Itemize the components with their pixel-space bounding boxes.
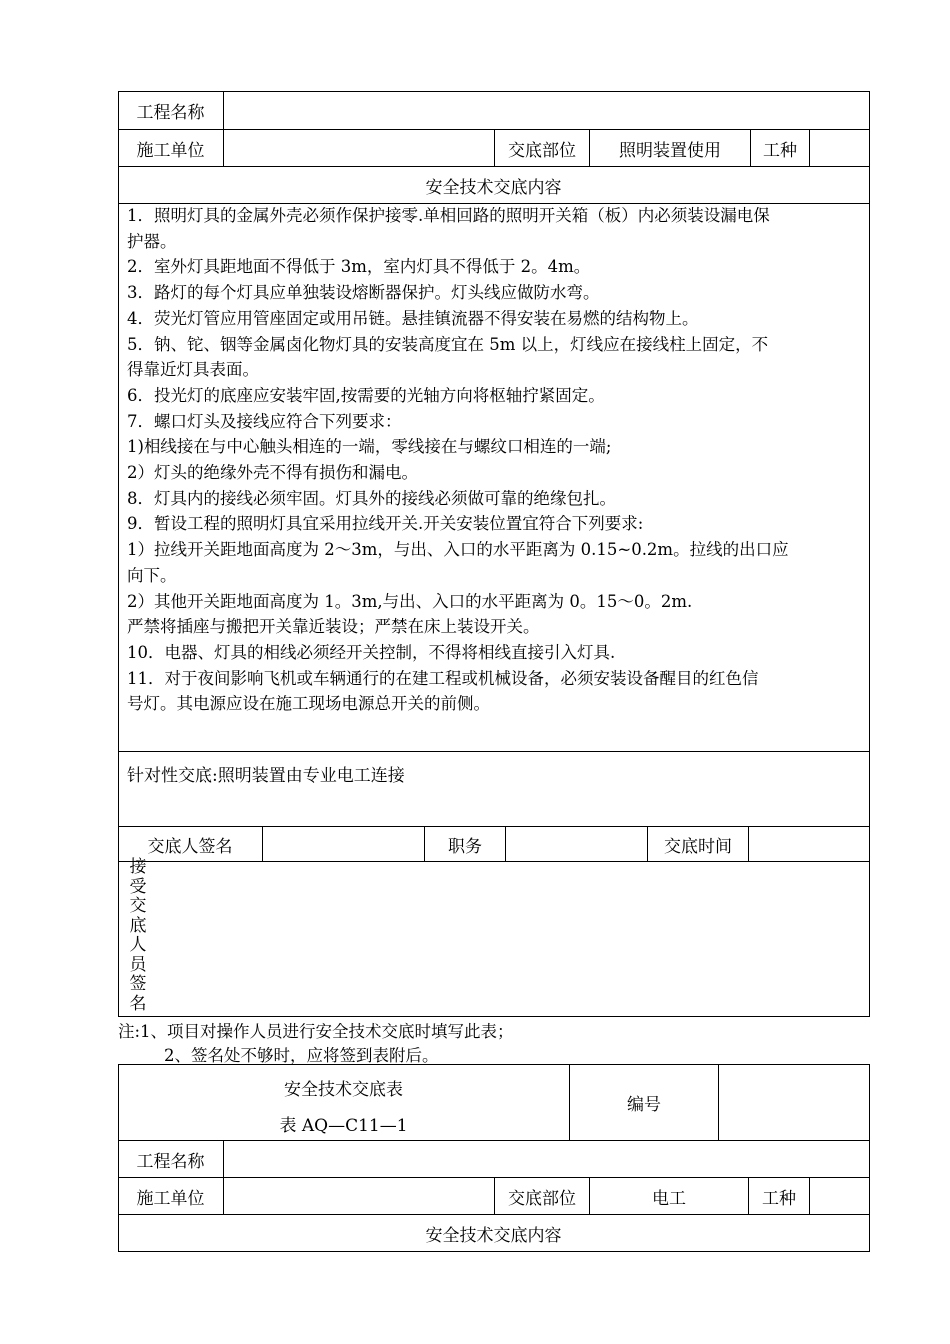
- content-line: 1．照明灯具的金属外壳必须作保护接零.单相回路的照明开关箱（板）内必须装设漏电保: [127, 206, 770, 225]
- receiver-sign-char: 受: [129, 876, 147, 897]
- note-line-1: 注:1、项目对操作人员进行安全技术交底时填写此表；: [118, 1022, 514, 1041]
- content-line: 10．电器、灯具的相线必须经开关控制，不得将相线直接引入灯具.: [127, 642, 616, 662]
- receiver-sign-area[interactable]: [160, 863, 868, 1015]
- trade-field[interactable]: [810, 130, 869, 166]
- content-line: 7．螺口灯头及接线应符合下列要求：: [127, 411, 402, 431]
- content-line: 5．钠、铊、铟等金属卤化物灯具的安装高度宜在 5m 以上，灯线应在接线柱上固定，不: [127, 334, 769, 354]
- content-line: 严禁将插座与搬把开关靠近装设；严禁在床上装设开关。: [127, 617, 540, 637]
- content-line: 3．路灯的每个灯具应单独装设熔断器保护。灯头线应做防水弯。: [127, 283, 600, 303]
- project-name-field[interactable]: [224, 92, 869, 129]
- briefer-sign-field[interactable]: [263, 827, 424, 861]
- receiver-sign-label: [128, 858, 148, 1014]
- project-name-field-2[interactable]: [224, 1141, 869, 1177]
- construction-unit-field-2[interactable]: [224, 1178, 494, 1214]
- content-title: 安全技术交底内容: [425, 177, 562, 198]
- location-value-2: 电工: [652, 1188, 686, 1209]
- trade-label-2: 工种: [762, 1188, 796, 1209]
- content-line: 11．对于夜间影响飞机或车辆通行的在建工程或机械设备，必须安装设备醒目的红色信: [127, 668, 759, 688]
- brief-time-field[interactable]: [749, 827, 869, 861]
- position-label: 职务: [448, 836, 482, 857]
- content-line: 1）拉线开关距地面高度为 2～3m，与出、入口的水平距离为 0.15~0.2m。拉线的出口应: [127, 540, 789, 560]
- content-line: 1)相线接在与中心触头相连的一端，零线接在与螺纹口相连的一端;: [127, 437, 612, 457]
- content-title-2: 安全技术交底内容: [425, 1225, 562, 1246]
- trade-label: 工种: [763, 140, 797, 161]
- form2-title: 安全技术交底表: [284, 1079, 403, 1100]
- content-line: 2）灯头的绝缘外壳不得有损伤和漏电。: [127, 463, 418, 483]
- content-line: 8．灯具内的接线必须牢固。灯具外的接线必须做可靠的绝缘包扎。: [127, 488, 616, 508]
- content-line: 护器。: [127, 231, 177, 251]
- construction-unit-label-2: 施工单位: [136, 1188, 205, 1209]
- number-label: 编号: [627, 1095, 661, 1115]
- trade-field-2[interactable]: [810, 1178, 869, 1214]
- briefer-sign-label: 交底人签名: [147, 836, 233, 857]
- content-line: 得靠近灯具表面。: [127, 360, 259, 380]
- project-name-label-2: 工程名称: [136, 1151, 205, 1172]
- note-line-2: 2、签名处不够时，应将签到表附后。: [164, 1046, 439, 1065]
- content-line: 2）其他开关距地面高度为 1。3m,与出、入口的水平距离为 0。15～0。2m.: [127, 591, 693, 611]
- project-name-label: 工程名称: [136, 103, 205, 123]
- receiver-sign-char: 员: [129, 954, 147, 975]
- content-line: 2．室外灯具距地面不得低于 3m，室内灯具不得低于 2。4m。: [127, 257, 591, 277]
- receiver-sign-char: 名: [129, 993, 147, 1014]
- construction-unit-field[interactable]: [224, 130, 494, 166]
- form2-code: 表 AQ—C11—1: [279, 1115, 408, 1136]
- content-line: 4．荧光灯管应用管座固定或用吊链。悬挂镇流器不得安装在易燃的结构物上。: [127, 308, 699, 328]
- number-field[interactable]: [719, 1065, 869, 1140]
- content-body: [127, 203, 863, 717]
- position-field[interactable]: [506, 827, 647, 861]
- content-line: 向下。: [127, 565, 177, 585]
- receiver-sign-char: 人: [129, 935, 147, 955]
- brief-time-label: 交底时间: [664, 836, 732, 857]
- receiver-sign-char: 接: [129, 857, 147, 877]
- content-line: 6．投光灯的底座应安装牢固,按需要的光轴方向将枢轴拧紧固定。: [127, 385, 605, 405]
- receiver-sign-char: 底: [129, 915, 147, 936]
- specific-briefing: 针对性交底:照明装置由专业电工连接: [127, 766, 405, 786]
- receiver-sign-char: 签: [129, 974, 147, 994]
- content-line: 9．暂设工程的照明灯具宜采用拉线开关.开关安装位置宜符合下列要求:: [127, 514, 644, 534]
- location-label: 交底部位: [508, 140, 576, 161]
- content-line: 号灯。其电源应设在施工现场电源总开关的前侧。: [127, 694, 490, 714]
- receiver-sign-char: 交: [129, 896, 147, 916]
- construction-unit-label: 施工单位: [136, 140, 205, 161]
- location-value: 照明装置使用: [619, 140, 721, 161]
- location-label-2: 交底部位: [508, 1188, 576, 1209]
